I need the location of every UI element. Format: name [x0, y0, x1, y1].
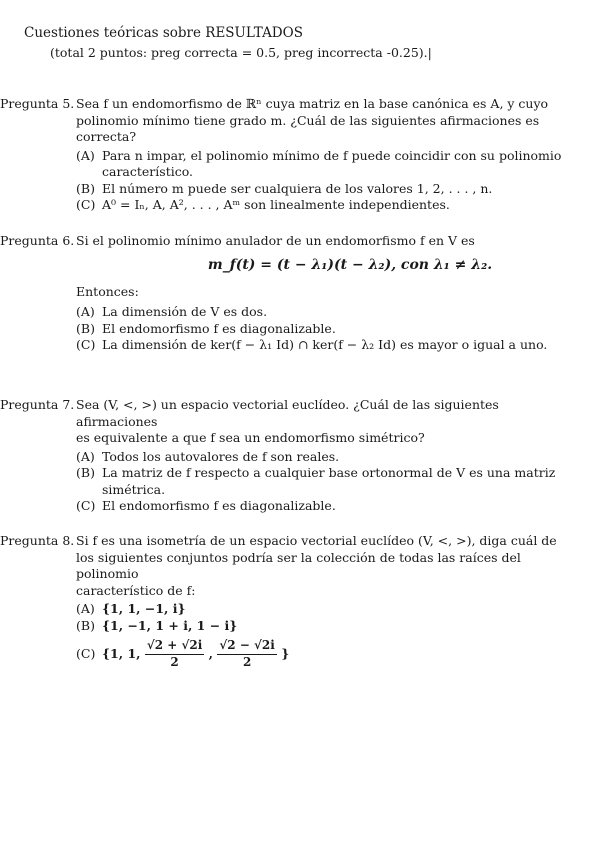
option-c-text: El endomorfismo f es diagonalizable.: [102, 498, 336, 513]
question-5-text-line1: Sea f un endomorfismo de ℝⁿ cuya matriz en la base canónica es A, y cuyo: [76, 96, 549, 111]
option-a-label: (A): [76, 147, 95, 163]
question-7: [0, 397, 580, 515]
question-6-option-b: [76, 321, 580, 338]
question-6: [0, 233, 580, 354]
question-6-option-c: [76, 337, 580, 354]
option-c-text: La dimensión de ker(f − λ₁ Id) ∩ ker(f − λ₂ Id) es mayor o igual a uno.: [102, 337, 548, 353]
fraction-1-numerator: √2 + √2i: [145, 638, 204, 655]
minimal-polynomial-formula: m_f(t) = (t − λ₁)(t − λ₂), con λ₁ ≠ λ₂.: [207, 256, 493, 273]
option-b-text: {1, −1, 1 + i, 1 − i}: [102, 617, 238, 633]
option-c-suffix: }: [281, 645, 290, 661]
fraction-2-numerator: √2 − √2i: [217, 638, 276, 655]
option-a-text: La dimensión de V es dos.: [102, 304, 268, 320]
option-a-label: (A): [76, 448, 95, 464]
question-8-label: Pregunta 8.: [0, 533, 75, 548]
option-c-label: (C): [76, 646, 96, 662]
option-a-text: Para n impar, el polinomio mínimo de f puede coincidir con su polinomio característico.: [102, 147, 562, 179]
question-5-label: Pregunta 5.: [0, 96, 75, 111]
option-b-label: (B): [76, 465, 95, 480]
question-7-option-b: [76, 465, 580, 498]
fraction-2-denominator: 2: [242, 654, 252, 669]
question-6-label: Pregunta 6.: [0, 233, 75, 248]
scoring-note: (total 2 puntos: preg correcta = 0.5, preg incorrecta -0.25).|: [50, 45, 432, 60]
question-7-option-c: [76, 498, 580, 515]
question-5-option-b: [76, 181, 580, 198]
question-8-text-line1: Si f es una isometría de un espacio vectorial euclídeo (V, <, >), diga cuál de: [76, 533, 557, 548]
section-title: Cuestiones teóricas sobre RESULTADOS: [24, 25, 303, 41]
question-5: [0, 96, 580, 214]
option-a-label: (A): [76, 304, 95, 320]
option-b-text: El número m puede ser cualquiera de los valores 1, 2, . . . , n.: [102, 180, 493, 196]
option-b-label: (B): [76, 320, 95, 336]
option-c-text: [102, 638, 580, 671]
option-c-label: (C): [76, 498, 96, 513]
option-c-text: A⁰ = Iₙ, A, A², . . . , Aᵐ son linealmente independientes.: [102, 197, 450, 212]
option-c-separator: ,: [208, 645, 214, 661]
option-c-label: (C): [76, 337, 96, 353]
option-a-text: {1, 1, −1, i}: [102, 601, 186, 616]
option-b-label: (B): [76, 617, 95, 633]
fraction-1: [145, 638, 204, 671]
option-b-text: El endomorfismo f es diagonalizable.: [102, 320, 336, 336]
question-6-text: Si el polinomio mínimo anulador de un endomorfismo f en V es: [76, 233, 475, 248]
question-8-text-line3: característico de f:: [76, 582, 196, 598]
question-8-option-b: [76, 618, 580, 635]
option-c-prefix: {1, 1,: [102, 645, 141, 661]
question-8: [0, 533, 580, 671]
question-7-label: Pregunta 7.: [0, 397, 75, 412]
fraction-1-denominator: 2: [170, 654, 179, 669]
question-7-text-line2: es equivalente a que f sea un endomorfismo simétrico?: [76, 430, 425, 445]
option-a-label: (A): [76, 601, 95, 616]
question-8-option-c: [76, 638, 580, 671]
question-5-text-line2: polinomio mínimo tiene grado m. ¿Cuál de las siguientes afirmaciones es correcta?: [76, 112, 540, 144]
option-a-text: Todos los autovalores de f son reales.: [102, 448, 340, 464]
question-6-option-a: [76, 304, 580, 321]
question-8-text-line2: los siguientes conjuntos podría ser la colección de todas las raíces del polinomio: [76, 549, 521, 581]
option-b-label: (B): [76, 180, 95, 196]
question-6-intro: Entonces:: [76, 283, 139, 299]
question-8-option-a: [76, 601, 580, 618]
question-5-option-c: [76, 197, 580, 214]
question-7-option-a: [76, 449, 580, 466]
option-b-text: La matriz de f respecto a cualquier base ortonormal de V es una matriz simétrica.: [102, 465, 556, 497]
question-5-option-a: [76, 148, 580, 181]
option-c-label: (C): [76, 197, 96, 212]
question-7-text-line1: Sea (V, <, >) un espacio vectorial euclídeo. ¿Cuál de las siguientes afirmaciones: [76, 397, 499, 429]
fraction-2: [217, 638, 276, 671]
